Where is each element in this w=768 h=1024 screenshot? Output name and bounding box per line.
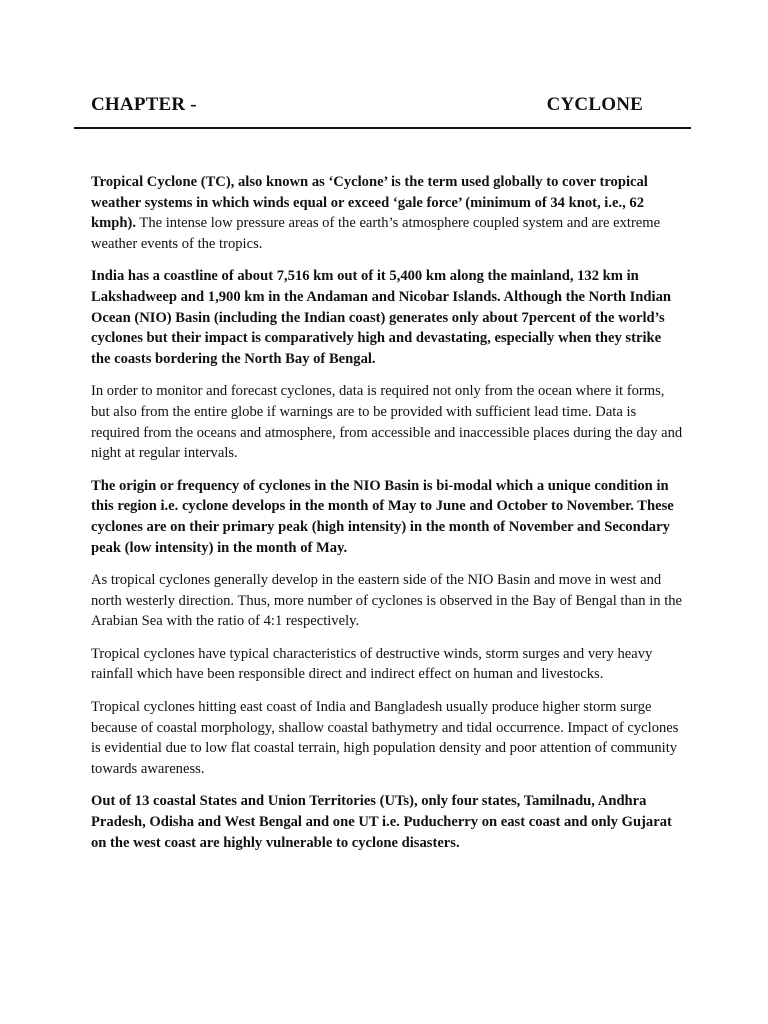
paragraph-monitoring: In order to monitor and forecast cyclones, data is required not only from the ocean where it forms, but also from the entire globe if warnings are to be provided with sufficient lead time. Data is required from the oceans and atmosphere, from accessible and inaccessible places during the day and night at regular intervals. <box>91 383 683 462</box>
definition-bold-text: Tropical Cyclone (TC), also known as ‘Cyclone’ is the term used globally to cover tropical weather systems in which winds equal or exceed ‘gale force’ (minimum of 34 knot, i.e., 62 kmph). <box>91 174 648 232</box>
paragraph-direction: As tropical cyclones generally develop in the eastern side of the NIO Basin and move in west and north westerly direction. Thus, more number of cyclones is observed in the Bay of Bengal than in the Arabian Sea with the ratio of 4:1 respectively. <box>91 572 683 630</box>
paragraph-definition <box>91 172 683 254</box>
document-body <box>91 172 683 865</box>
paragraph-east-coast: Tropical cyclones hitting east coast of India and Bangladesh usually produce higher storm surge because of coastal morphology, shallow coastal bathymetry and tidal occurrence. Impact of cyclones is evidential due to low flat coastal terrain, high population density and poor attention of community towards awareness. <box>91 699 679 777</box>
header-divider <box>74 127 691 129</box>
chapter-title: CYCLONE <box>546 94 643 115</box>
chapter-label: CHAPTER - <box>91 94 197 115</box>
definition-regular-text: The intense low pressure areas of the earth’s atmosphere coupled system and are extreme weather events of the tropics. <box>91 215 661 252</box>
paragraph-coastline: India has a coastline of about 7,516 km out of it 5,400 km along the mainland, 132 km in Lakshadweep and 1,900 km in the Andaman and Nicobar Islands. Although the North Indian Ocean (NIO) Basin (including the Indian coast) generates only about 7percent of the world’s cyclones but their impact is comparatively high and devastating, especially when they strike the coasts bordering the North Bay of Bengal. <box>91 268 672 367</box>
paragraph-vulnerable-states: Out of 13 coastal States and Union Territories (UTs), only four states, Tamilnadu, Andhra Pradesh, Odisha and West Bengal and one UT i.e. Puducherry on east coast and only Gujarat on the west coast are highly vulnerable to cyclone disasters. <box>91 793 672 851</box>
paragraph-characteristics: Tropical cyclones have typical characteristics of destructive winds, storm surges and very heavy rainfall which have been responsible direct and indirect effect on human and livestocks. <box>91 645 653 683</box>
paragraph-bimodal: The origin or frequency of cyclones in the NIO Basin is bi-modal which a unique condition in this region i.e. cyclone develops in the month of May to June and October to November. These cyclones are on their primary peak (high intensity) in the month of November and Secondary peak (low intensity) in the month of May. <box>91 477 674 556</box>
chapter-header <box>91 92 643 120</box>
